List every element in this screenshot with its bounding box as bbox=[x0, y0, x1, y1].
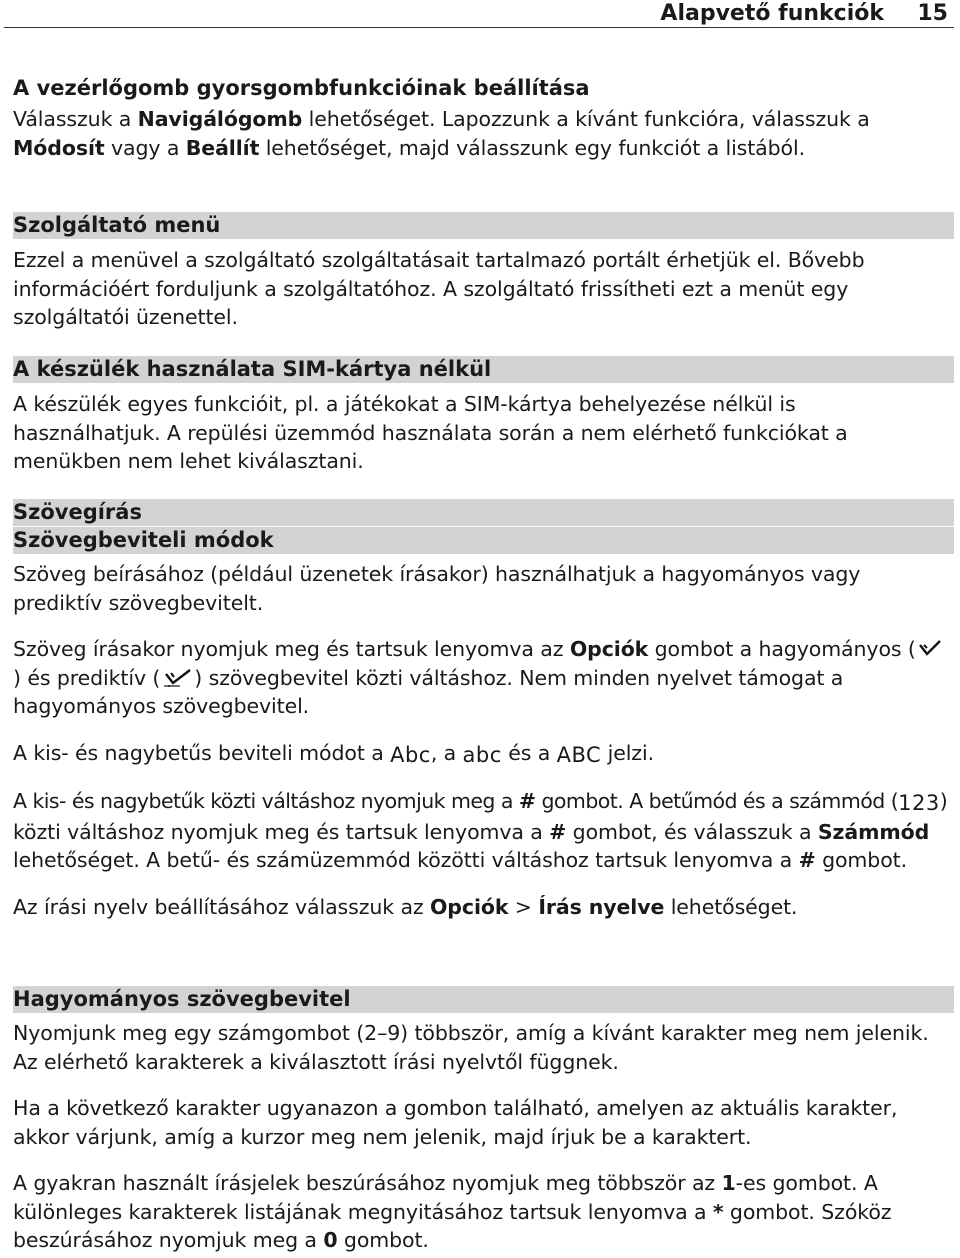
uppercase-icon: ABC bbox=[556, 742, 602, 767]
section-heading: A vezérlőgomb gyorsgombfunkcióinak beállítása bbox=[13, 76, 590, 100]
section-paragraph: A készülék egyes funkcióit, pl. a játékokat a SIM-kártya behelyezése nélkül is használhatjuk. A repülési üzemmód használata során a nem elérhető funkciókat a menükben nem lehet kiválasztani. bbox=[13, 392, 848, 473]
lowercase-icon: abc bbox=[462, 742, 502, 767]
page-number: 15 bbox=[917, 1, 948, 26]
section-paragraph: Nyomjunk meg egy számgombot (2–9) többször, amíg a kívánt karakter meg nem jelenik. Az elérhető karakterek a kiválasztott írási nyelvtől függnek. bbox=[13, 1021, 929, 1074]
sentence-case-icon: Abc bbox=[390, 742, 431, 767]
section-subheading: Szövegbeviteli módok bbox=[13, 527, 954, 554]
section-paragraph: Az írási nyelv beállításához válasszuk az Opciók > Írás nyelve lehetőséget. bbox=[13, 894, 798, 919]
section-text-writing bbox=[13, 499, 948, 921]
number-mode-icon: 123 bbox=[898, 791, 940, 815]
section-traditional-input bbox=[13, 986, 948, 1255]
predictive-input-icon bbox=[160, 668, 194, 688]
section-operator-menu bbox=[13, 212, 948, 332]
section-heading: Hagyományos szövegbevitel bbox=[13, 986, 954, 1013]
section-paragraph: A kis- és nagybetűs beviteli módot a Abc, a abc és a ABC jelzi. bbox=[13, 739, 948, 770]
section-paragraph: Szöveg írásakor nyomjuk meg és tartsuk lenyomva az Opciók gombot a hagyományos () és prediktív ( ) szövegbevitel közti váltáshoz. Nem minden nyelvet támogat a hagyományos szövegbevitel. bbox=[13, 635, 948, 721]
running-header bbox=[4, 0, 954, 28]
section-navigation-key bbox=[13, 74, 948, 162]
section-heading: Szövegírás bbox=[13, 499, 954, 526]
section-paragraph: Szöveg beírásához (például üzenetek írásakor) használhatjuk a hagyományos vagy prediktív szövegbevitelt. bbox=[13, 562, 861, 615]
section-paragraph: Válasszuk a Navigálógomb lehetőséget. Lapozzunk a kívánt funkcióra, válasszuk a Módosít vagy a Beállít lehetőséget, majd válasszunk egy funkciót a listából. bbox=[13, 107, 870, 160]
section-without-sim bbox=[13, 356, 948, 476]
section-paragraph: Ezzel a menüvel a szolgáltató szolgáltatásait tartalmazó portált érhetjük el. Bővebb információért forduljunk a szolgáltatóhoz. A szolgáltató frissítheti ezt a menüt egy szolgáltatói üzenettel. bbox=[13, 248, 865, 329]
section-heading: Szolgáltató menü bbox=[13, 212, 954, 239]
section-paragraph: A kis- és nagybetűk közti váltáshoz nyomjuk meg a # gombot. A betűmód és a számmód (123) közti váltáshoz nyomjuk meg és tartsuk lenyomva a # gombot, és válasszuk a Számmód lehetőséget. A betű- és számüzemmód közötti váltáshoz tartsuk lenyomva a # gombot. bbox=[13, 789, 948, 872]
traditional-input-icon bbox=[916, 639, 944, 659]
section-heading: A készülék használata SIM-kártya nélkül bbox=[13, 356, 954, 383]
chapter-title: Alapvető funkciók bbox=[660, 1, 884, 26]
section-paragraph: A gyakran használt írásjelek beszúrásához nyomjuk meg többször az 1-es gombot. A különleges karakterek listájának megnyitásához tartsuk lenyomva a * gombot. Szóköz beszúrásához nyomjuk meg a 0 gombot. bbox=[13, 1171, 892, 1252]
section-paragraph: Ha a következő karakter ugyanazon a gombon található, amelyen az aktuális karakter, akkor várjunk, amíg a kurzor meg nem jelenik, majd írjuk be a karaktert. bbox=[13, 1096, 898, 1149]
